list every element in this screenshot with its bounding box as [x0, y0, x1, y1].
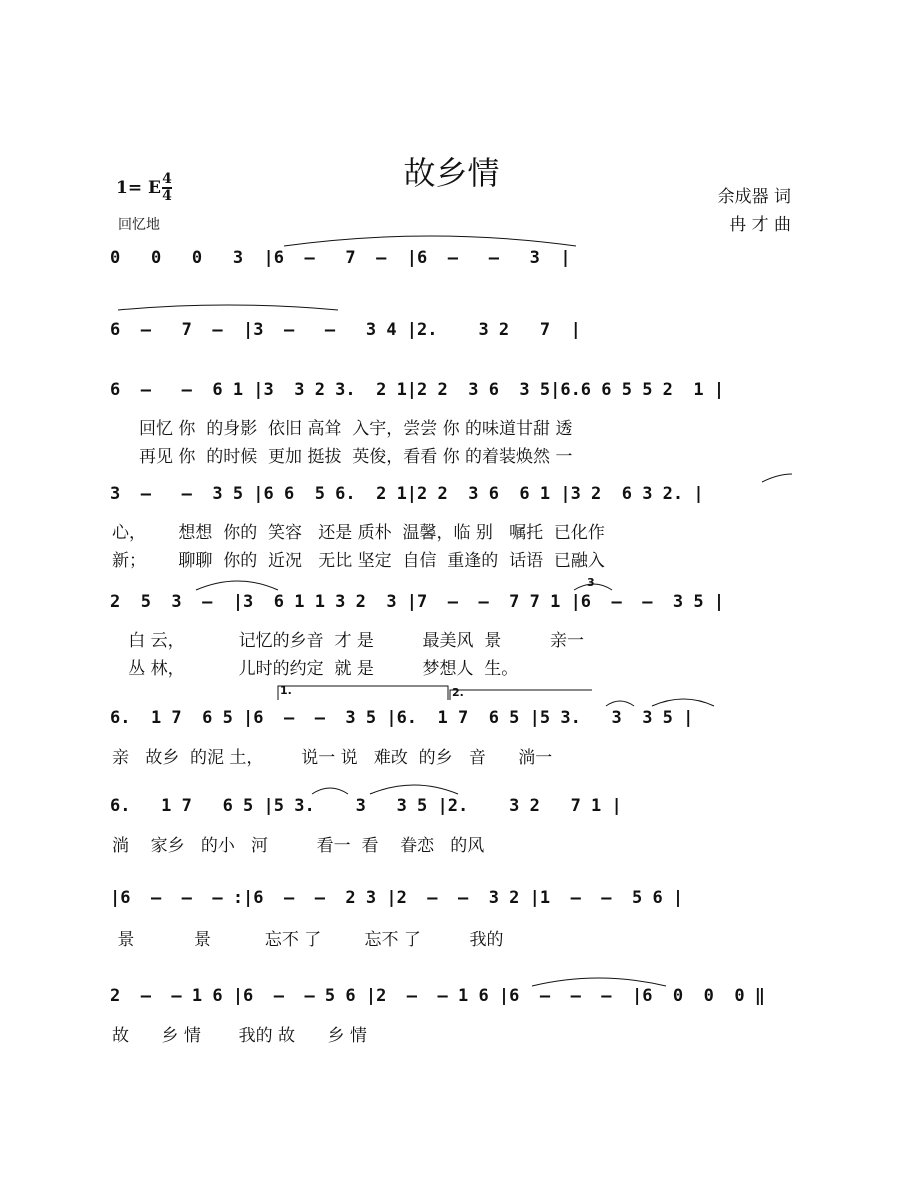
volta-first-label: 1. [280, 684, 292, 697]
tie-mark [312, 788, 348, 794]
page-title: 故乡情 [403, 154, 500, 192]
system-3-notes: 6 – – 6 1 |3 3 2 3. 2 1|2 2 3 6 3 5|6.6 6 5 5 2 1 | [110, 380, 725, 400]
tie-mark [118, 305, 338, 310]
system-5-lyrics-verse-2: 丛 林， 儿时的约定 就 是 梦想人 生。 [112, 659, 519, 679]
tie-mark [532, 978, 666, 986]
system-2-notes: 6 – 7 – |3 – – 3 4 |2. 3 2 7 | [110, 320, 581, 340]
tie-mark [762, 474, 792, 482]
system-1-notes: 0 0 0 3 |6 – 7 – |6 – – 3 | [110, 248, 571, 268]
system-3-lyrics-verse-2: 再见 你 的时候 更加 挺拔 英俊，看看 你 的着装焕然 一 [112, 447, 573, 467]
time-denominator: 4 [162, 188, 172, 204]
volta-second-bracket [450, 690, 592, 700]
system-6-notes: 6. 1 7 6 5 |6 – – 3 5 |6. 1 7 6 5 |5 3. 3 3 5 | [110, 708, 694, 728]
tie-mark [606, 701, 634, 706]
system-4-lyrics-verse-1: 心， 想想 你的 笑容 还是 质朴 温馨，临 别 嘱托 已化作 [112, 523, 605, 543]
lyricist-credit: 余成器 词 [717, 187, 791, 207]
system-5-lyrics-verse-1: 白 云， 记忆的乡音 才 是 最美风 景 亲一 [112, 631, 584, 651]
tie-mark [196, 581, 278, 590]
tie-mark [284, 236, 576, 246]
system-4-notes: 3 – – 3 5 |6 6 5 6. 2 1|2 2 3 6 6 1 |3 2 6 3 2. | [110, 484, 704, 504]
system-7-notes: 6. 1 7 6 5 |5 3. 3 3 5 |2. 3 2 7 1 | [110, 796, 622, 816]
triplet-mark: 3 [587, 576, 595, 589]
system-8-lyrics: 景 景 忘不 了 忘不 了 我的 [112, 930, 504, 950]
volta-second-label: 2. [452, 686, 464, 699]
system-9-lyrics: 故 乡 情 我的 故 乡 情 [112, 1026, 367, 1046]
system-3-lyrics-verse-1: 回忆 你 的身影 依旧 高耸 入宇，尝尝 你 的味道甘甜 透 [112, 419, 573, 439]
tie-mark [370, 785, 458, 794]
system-6-lyrics: 亲 故乡 的泥 土， 说一 说 难改 的乡 音 淌一 [112, 748, 553, 768]
tempo-marking: 回忆地 [118, 217, 160, 233]
time-numerator: 4 [162, 171, 172, 187]
system-9-notes: 2 – – 1 6 |6 – – 5 6 |2 – – 1 6 |6 – – – |6 0 0 0 ‖ [110, 986, 766, 1006]
composer-credit: 冉 才 曲 [729, 215, 791, 235]
tie-mark [652, 699, 714, 706]
tie-mark [574, 584, 612, 590]
system-7-lyrics: 淌 家乡 的小 河 看一 看 眷恋 的风 [112, 836, 485, 856]
system-8-notes: |6 – – – :|6 – – 2 3 |2 – – 3 2 |1 – – 5 6 | [110, 888, 684, 908]
key-signature: 1= E [116, 178, 161, 198]
system-4-lyrics-verse-2: 新； 聊聊 你的 近况 无比 坚定 自信 重逢的 话语 已融入 [112, 551, 605, 571]
system-5-notes: 2 5 3 – |3 6 1 1 3 2 3 |7 – – 7 7 1 |6 – – 3 5 | [110, 592, 725, 612]
volta-first-bracket [278, 686, 448, 700]
